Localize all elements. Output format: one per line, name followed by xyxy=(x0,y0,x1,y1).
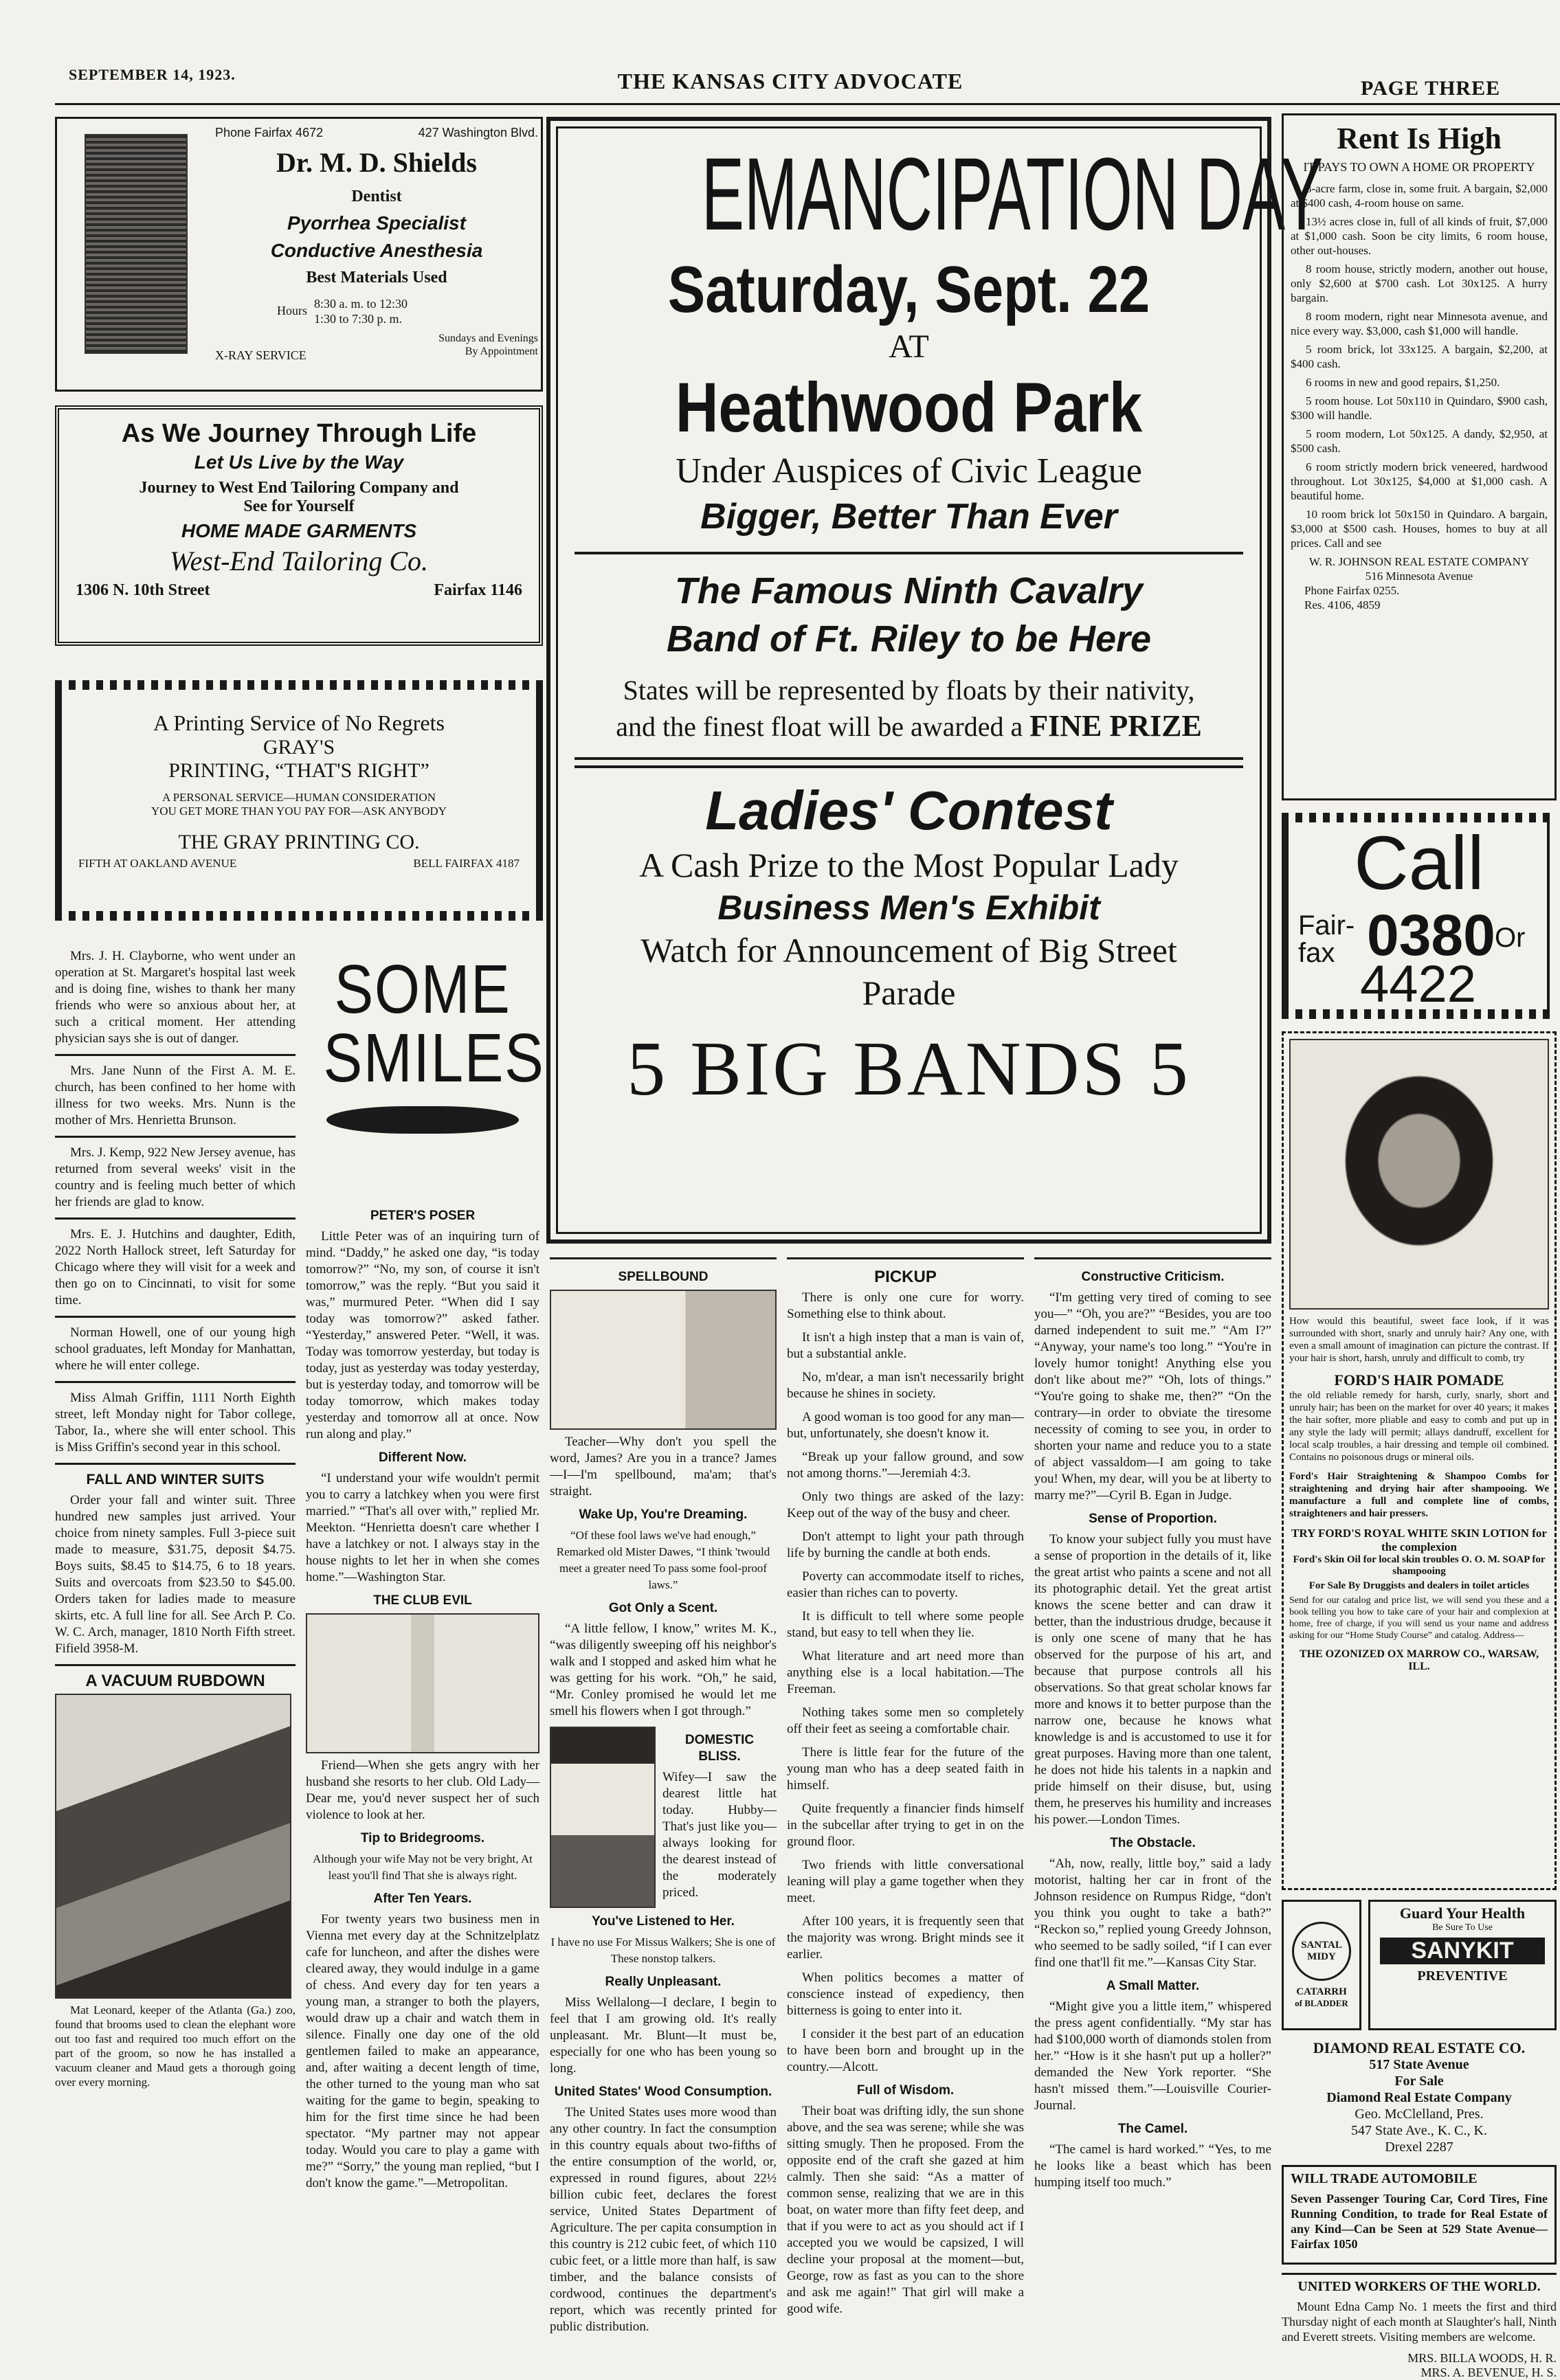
different-heading: Different Now. xyxy=(378,1450,467,1465)
tailor-line3: Journey to West End Tailoring Company and xyxy=(139,479,459,497)
printing-thats-right: PRINTING, “THAT'S RIGHT” xyxy=(168,759,430,782)
pickup-2: It isn't a high instep that a man is vain of, but a substantial ankle. xyxy=(787,1330,1024,1361)
phone-number-1: 0380 xyxy=(1367,903,1495,967)
diamond-3: Diamond Real Estate Company xyxy=(1326,2090,1512,2105)
bliss-text: Wifey—I saw the dearest little hat today. Hubby—That's just like you—always looking for the dearest instead of the moderately priced. xyxy=(662,1770,777,1900)
camel-text: “The camel is hard worked.” “Yes, to me he looks like a beast which has been humping itself too much.” xyxy=(1034,2142,1271,2190)
right-column xyxy=(1282,113,1557,2379)
some-smiles-column xyxy=(306,951,545,2357)
uw-heading: UNITED WORKERS OF THE WORLD. xyxy=(1297,2279,1541,2294)
rent-ad xyxy=(1282,113,1557,800)
diamond-6: Drexel 2287 xyxy=(1385,2140,1453,2155)
event-date: Saturday, Sept. 22 xyxy=(667,253,1150,326)
guard-health: Guard Your Health xyxy=(1399,1905,1526,1922)
news-kemp: Mrs. J. Kemp, 922 New Jersey avenue, has returned from several weeks' visit in the country and is feeling much better of which her friends are glad to know. xyxy=(55,1145,296,1209)
sense-text: To know your subject fully you must have a sense of proportion in the details of it, like the great artist who paints a scene and not all its photographic detail. Yet the great artist knows the scene better and can draw it better, than the industrious drudge, because it is only one scene of many that he has observed for the purpose of his art, and because that purpose controls all his observations. So that great scholar knows far more and knows it to better purpose than the narrow one, because he knows what knowledge is and is accustomed to use it for great purposes. Having more than one talent, he does not hide his talents in a napkin and pride himself on their disuse, but, using them, he preserves his humility and increases his power.—London Times. xyxy=(1034,1532,1271,1827)
listen-text: I have no use For Missus Walkers; She is one of These nonstop talkers. xyxy=(550,1935,776,1965)
rent-6: 6 rooms in new and good repairs, $1,250. xyxy=(1306,376,1500,389)
firm-res: Res. 4106, 4859 xyxy=(1304,598,1381,611)
hair-company: THE OZONIZED OX MARROW CO., WARSAW, ILL. xyxy=(1299,1648,1539,1672)
diamond-heading: DIAMOND REAL ESTATE CO. xyxy=(1313,2039,1526,2056)
dentist-spec2: Conductive Anesthesia xyxy=(270,240,483,261)
diamond-2: For Sale xyxy=(1394,2074,1444,2089)
tailor-garments: HOME MADE GARMENTS xyxy=(181,520,417,541)
santal-ad xyxy=(1282,1900,1361,2030)
firm-address: 516 Minnesota Avenue xyxy=(1365,570,1473,583)
states-line2: and the finest float will be awarded a xyxy=(616,711,1030,742)
skin-oil: Ford's Skin Oil for local skin troubles O. O. M. SOAP for shampooing xyxy=(1293,1554,1546,1577)
pickup-4: A good woman is too good for any man—but, unfortunately, she doesn't know it. xyxy=(787,1410,1024,1441)
obstacle-text: “Ah, now, really, little boy,” said a lady motorist, halting her car in front of the Johnson residence on Rumpus Ridge, “don't you think you ought to take a bath?” “Reckon so,” replied young Greedy Johnson, who seemed to be sadly soiled, “if I can ever find one that'll fit me.”—Kansas City Star. xyxy=(1034,1856,1271,1970)
sanykit-ad xyxy=(1368,1900,1557,2030)
wake-heading: Wake Up, You're Dreaming. xyxy=(579,1507,748,1522)
some-title: SOME xyxy=(334,951,511,1028)
firm-phone: Phone Fairfax 0255. xyxy=(1304,584,1400,597)
ten-years-heading: After Ten Years. xyxy=(373,1891,472,1906)
elephant-photo xyxy=(55,1694,291,1999)
rent-4: 8 room modern, right near Minnesota avenue, and nice every way. $3,000, cash $1,000 will handle. xyxy=(1291,310,1548,337)
wisdom-text: Their boat was drifting idly, the sun shone above, and the sea was serene; while she was sitting smugly. Then he proposed. From the opposite end of the craft she gazed at him calmly. Then she said: “As a matter of common sense, realizing that we are in this boat, on water more than fifty feet deep, and that if you were to act as you should act if I accepted you we would be capsized, I will decline your proposal at the moment—but, George, row as fast as you can to the shore and ask me again!” That girl will make a good wife. xyxy=(787,2104,1024,2316)
printing-headline: A Printing Service of No Regrets xyxy=(153,710,445,735)
wood-text: The United States uses more wood than any other country. In fact the consumption in this country equals about two-fifths of the entire consumption of the world, or, expressed in round figures, about 22½ billion cubic feet, declares the forest service, United States Department of Agriculture. The per capita consumption in this country is 212 cubic feet, of which 110 cubic feet, or a little more than half, is saw timber, and the balance consists of cordwood, continues the department's report, which was recently printed for public distribution. xyxy=(550,2105,777,2334)
fine-prize: FINE PRIZE xyxy=(1029,709,1202,743)
fax-label: fax xyxy=(1298,938,1335,968)
dentist-ad xyxy=(55,117,543,392)
hours-label: Hours xyxy=(277,304,307,317)
xray-service: X-RAY SERVICE xyxy=(215,348,307,362)
vacuum-heading: A VACUUM RUBDOWN xyxy=(85,1672,265,1690)
different-text: “I understand your wife wouldn't permit you to carry a latchkey when you were first married.” “That's all over with,” replied Mr. Meekton. “Henrietta doesn't care whether I have a latchkey or not. I always stay in the house nights to let her in when she comes home.”—Washington Star. xyxy=(306,1471,539,1584)
pickup-10: What literature and art need more than anything else is a local habitation.—The Freeman. xyxy=(787,1649,1024,1696)
header-rule xyxy=(55,103,1560,105)
pickup-column xyxy=(787,1257,1024,2357)
poser-text: Little Peter was of an inquiring turn of mind. “Daddy,” he asked one day, “is today tomorrow?” “No, my son, of course it isn't tomorrow,” was the reply. “But you said it was,” murmured Peter. “When did I say today was tomorrow?” asked father. “Yesterday,” answered Peter. “Well, it was. Today was tomorrow yesterday, but today is today, just as yesterday was today yesterday, but is yesterday today, and tomorrow will be today tomorrow, which makes today yesterday and tomorrow all at once. Now run along and play.” xyxy=(306,1229,539,1441)
criticism-text: “I'm getting very tired of coming to see you—” “Oh, you are?” “Besides, you are too darned independent to suit me.” “Am I?” “Anyway, your name's too long.” “You're in lovely humor tonight! Anything else you don't like about me?” “Oh, lots of things.” “You're going to shake me, then?” “On the contrary—in order to obviate the tiresome necessity of coming to see you, in order to shorten your name and reduce you to a state of abject vassaldom—I am going to take you! When, my dear, will you be at liberty to marry me?”—Cyril B. Egan in Judge. xyxy=(1034,1290,1271,1503)
fair-label: Fair- xyxy=(1298,910,1355,941)
cash-prize: A Cash Prize to the Most Popular Lady xyxy=(639,846,1179,884)
club-cartoon xyxy=(306,1613,539,1753)
club-text: Friend—When she gets angry with her husband she resorts to her club. Old Lady—Dear me, you'd never suspect her of such violence to look at her. xyxy=(306,1758,539,1822)
rent-1: 3-acre farm, close in, some fruit. A bargain, $2,000 at $400 cash, 4-room house on same. xyxy=(1291,182,1548,210)
hours-2: 1:30 to 7:30 p. m. xyxy=(314,312,403,326)
tailor-company: West-End Tailoring Co. xyxy=(170,546,428,576)
for-sale-by: For Sale By Druggists and dealers in toilet articles xyxy=(1308,1580,1530,1591)
diamond-1: 517 State Avenue xyxy=(1369,2057,1469,2072)
health-ads xyxy=(1282,1900,1557,2030)
tailor-slogan: Let Us Live by the Way xyxy=(194,451,404,473)
pickup-12: There is little fear for the future of the young man who has a deep seated faith in himself. xyxy=(787,1745,1024,1793)
pickup-heading: PICKUP xyxy=(874,1268,937,1286)
vacuum-text: Mat Leonard, keeper of the Atlanta (Ga.) zoo, found that brooms used to clean the elephant wore out too fast and required too much effort on the part of the groom, so now he has installed a vacuum cleaner and Maud gets a thorough going over every morning. xyxy=(55,2003,296,2089)
pickup-3: No, m'dear, a man isn't necessarily bright because he shines in society. xyxy=(787,1370,1024,1401)
news-clayborne: Mrs. J. H. Clayborne, who went under an operation at St. Margaret's hospital last week and is doing fine, wishes to thank her many friends who were so anxious about her, at such a critical moment. Her attending physician says she is out of danger. xyxy=(55,949,296,1046)
or-label: Or xyxy=(1495,923,1526,953)
tailor-phone: Fairfax 1146 xyxy=(434,581,522,599)
pickup-11: Nothing takes some men so completely off their feet as seeing a comfortable chair. xyxy=(787,1705,1024,1736)
firm-name: W. R. JOHNSON REAL ESTATE COMPANY xyxy=(1308,555,1530,568)
hair-product-name: FORD'S HAIR POMADE xyxy=(1334,1371,1504,1389)
news-griffin: Miss Almah Griffin, 1111 North Eighth street, left Monday night for Tabor college, Tabor, Ia., where she will enter school. This is Miss Griffin's second year in this school. xyxy=(55,1391,296,1455)
event-at: AT xyxy=(889,328,929,365)
tailor-headline: As We Journey Through Life xyxy=(121,419,477,448)
rent-7: 5 room house. Lot 50x110 in Quindaro, $900 cash, $300 will handle. xyxy=(1291,394,1548,422)
news-howell: Norman Howell, one of our young high school graduates, left Monday for Manhattan, where he will enter college. xyxy=(55,1325,296,1373)
uw-text: Mount Edna Camp No. 1 meets the first and third Thursday night of each month at Slaughter's hall, Ninth and Everett streets. Visiting members are welcome. xyxy=(1282,2300,1557,2344)
big-bands: 5 BIG BANDS 5 xyxy=(627,1026,1191,1112)
news-nunn: Mrs. Jane Nunn of the First A. M. E. church, has been confined to her home with illness for two weeks. Mrs. Nunn is the mother of Mrs. Henrietta Brunson. xyxy=(55,1064,296,1127)
hair-combs: Ford's Hair Straightening & Shampoo Combs for straightening and drying hair after shampooing. We manufacture a full and complete line of combs, straighteners and hair pressers. xyxy=(1289,1471,1549,1519)
sense-heading: Sense of Proportion. xyxy=(1089,1512,1217,1526)
printing-line4: A PERSONAL SERVICE—HUMAN CONSIDERATION xyxy=(161,791,436,804)
obstacle-heading: The Obstacle. xyxy=(1110,1836,1196,1850)
pickup-15: After 100 years, it is frequently seen that the majority was wrong. Bright minds see it earlier. xyxy=(787,1914,1024,1962)
issue-date: SEPTEMBER 14, 1923. xyxy=(69,66,236,83)
tailor-address: 1306 N. 10th Street xyxy=(76,581,210,599)
event-bigger: Bigger, Better Than Ever xyxy=(700,497,1117,537)
sundays: Sundays and Evenings xyxy=(438,333,538,344)
listen-heading: You've Listened to Her. xyxy=(592,1914,735,1929)
cavalry-line2: Band of Ft. Riley to be Here xyxy=(666,618,1152,660)
dentist-phone: Phone Fairfax 4672 xyxy=(215,126,324,139)
pickup-13: Quite frequently a financier finds himself in the subcellar after trying to get in on the ground floor. xyxy=(787,1801,1024,1849)
pickup-6: Only two things are asked of the lazy: Keep out of the way of the busy and cheer. xyxy=(787,1490,1024,1520)
woman-portrait xyxy=(1289,1039,1549,1310)
rent-10: 10 room brick lot 50x150 in Quindaro. A bargain, $3,000 at $500 cash. Houses, homes to buy at all prices. Call and see xyxy=(1291,508,1548,550)
diamond-5: 547 State Ave., K. C., K. xyxy=(1351,2123,1487,2138)
printing-phone: BELL FAIRFAX 4187 xyxy=(413,857,520,870)
mid-right-column xyxy=(1034,1257,1271,2357)
poser-heading: PETER'S POSER xyxy=(370,1209,476,1223)
small-matter-heading: A Small Matter. xyxy=(1106,1979,1200,1993)
call-ad xyxy=(1282,813,1557,1019)
scent-heading: Got Only a Scent. xyxy=(608,1601,718,1615)
printing-grays: GRAY'S xyxy=(263,736,335,759)
news-hutchins: Mrs. E. J. Hutchins and daughter, Edith, 2022 North Hallock street, left Saturday for Chicago where they will visit for a week and then go on to Cincinnati, to visit for some time. xyxy=(55,1227,296,1307)
rent-9: 6 room strictly modern brick veneered, hardwood throughout. Lot 30x125, $4,000 at $1,000 cash. A beautiful home. xyxy=(1291,460,1548,502)
rent-heading: Rent Is High xyxy=(1337,122,1502,155)
hair-pomade-ad xyxy=(1282,1031,1557,1890)
cavalry-line1: The Famous Ninth Cavalry xyxy=(674,570,1144,611)
business-exhibit: Business Men's Exhibit xyxy=(717,888,1100,927)
watch-line1: Watch for Announcement of Big Street xyxy=(640,931,1177,969)
bliss-heading: DOMESTIC BLISS. xyxy=(684,1733,755,1764)
emancipation-title: EMANCIPATION DAY xyxy=(701,136,1324,251)
catarrh: CATARRH xyxy=(1296,1986,1347,1997)
pickup-16: When politics becomes a matter of conscience instead of expediency, then bitterness is going to enter into it. xyxy=(787,1971,1024,2018)
hair-body: the old reliable remedy for harsh, curly, snarly, short and unruly hair; has been on the market for over 40 years; it makes the hair softer, more pliable and easy to comb and put up in any style the lady will permit; allays dandruff, excellent for local scalp troubles, a hair dressing and temple oil combined. Contains no poisonous drugs or mineral oils. xyxy=(1289,1390,1549,1463)
tip-heading: Tip to Bridegrooms. xyxy=(360,1831,485,1845)
pickup-9: It is difficult to tell where some people stand, but easy to tell when they lie. xyxy=(787,1609,1024,1640)
event-place: Heathwood Park xyxy=(675,368,1143,447)
preventive: PREVENTIVE xyxy=(1417,1968,1508,1984)
pickup-17: I consider it the best part of an education to have been born and brought up in the country.—Alcott. xyxy=(787,2027,1024,2074)
portrait-photo xyxy=(85,134,188,354)
uw-officer-2: MRS. A. BEVENUE, H. S. xyxy=(1420,2366,1557,2379)
pickup-14: Two friends with little conversational leaning will play a game together when they meet. xyxy=(787,1858,1024,1905)
diamond-4: Geo. McClelland, Pres. xyxy=(1355,2107,1484,2122)
be-sure: Be Sure To Use xyxy=(1432,1922,1493,1933)
club-heading: THE CLUB EVIL xyxy=(373,1593,472,1608)
watch-line2: Parade xyxy=(862,974,956,1012)
page-number: PAGE THREE xyxy=(1361,77,1501,100)
sanykit-logo: SANYKIT xyxy=(1380,1938,1545,1964)
ten-years-text: For twenty years two business men in Vienna met every day at the Schnitzelplatz cafe for luncheon, and after the dishes were cleared away, they would indulge in a game of chess. And every day for ten years a young man, a stranger to both the players, would draw up a chair and watch them in silence. Finally one day one of the old gentlemen failed to make an appearance, and, after waiting a decent length of time, the other turned to the young man who sat waiting for the game to begin, speaking to him for the first time since he had been spectator. “My partner may not appear today. Would you care to play a game with me?” “Sorry,” the young man replied, “but I don't know the game.”—Metropolitan. xyxy=(306,1912,539,2190)
fall-suits-heading: FALL AND WINTER SUITS xyxy=(86,1472,265,1488)
mid-left-column xyxy=(550,1257,777,2357)
call-word: Call xyxy=(1354,821,1484,906)
pickup-8: Poverty can accommodate itself to riches, easier than riches can to poverty. xyxy=(787,1569,1024,1600)
spellbound-text: Teacher—Why don't you spell the word, James? Are you in a trance? James—I—I'm spellbound, ma'am; that's straight. xyxy=(550,1435,777,1498)
pickup-5: “Break up your fallow ground, and sow not among thorns.”—Jeremiah 4:3. xyxy=(787,1450,1024,1481)
newspaper-name: THE KANSAS CITY ADVOCATE xyxy=(617,69,963,93)
rent-2: 13½ acres close in, full of all kinds of fruit, $7,000 at $1,000 cash. Soon be city limits, 6 room house, other out-houses. xyxy=(1291,215,1548,257)
dentist-title: Dentist xyxy=(351,188,402,205)
santal-logo: SANTAL MIDY xyxy=(1292,1922,1351,1981)
fall-suits-text: Order your fall and winter suit. Three hundred new samples just arrived. Your choice from ninety samples. Full 3-piece suit made to measure, $31.75, deposit $4.75. Boys suits, $8.45 to $14.75, 6 to 18 years. Suits and overcoats from $23.50 to $45.00. Orders taken for ladies made to measure skirts, etc. A full line for all. See Arch P. Co. W. C. Arch, manager, 1810 North Fifth street. Fifield 3958-M. xyxy=(55,1493,296,1656)
pickup-1: There is only one cure for worry. Something else to think about. xyxy=(787,1290,1024,1321)
uw-officer-1: MRS. BILLA WOODS, H. R. xyxy=(1407,2351,1557,2365)
states-line1: States will be represented by floats by their nativity, xyxy=(623,675,1195,706)
printing-line5: YOU GET MORE THAN YOU PAY FOR—ASK ANYBODY xyxy=(151,805,447,818)
automobile-ad xyxy=(1282,2165,1557,2265)
spellbound-cartoon xyxy=(550,1290,777,1430)
rent-subheading: IT PAYS TO OWN A HOME OR PROPERTY xyxy=(1303,160,1535,174)
dog-illustration xyxy=(326,1106,519,1134)
hair-intro: How would this beautiful, sweet face look, if it was surrounded with short, snarly and unruly hair? Any one, with even a small amount of imagination can picture the contrast. If your hair is short, harsh, unruly and difficult to comb, try xyxy=(1289,1316,1549,1364)
rent-8: 5 room modern, Lot 50x125. A dandy, $2,950, at $500 cash. xyxy=(1291,427,1548,455)
rent-3: 8 room house, strictly modern, another out house, only $2,600 at $700 cash. Lot 30x125. A hurry bargain. xyxy=(1291,262,1548,304)
tailor-ad xyxy=(55,405,543,646)
spellbound-heading: SPELLBOUND xyxy=(618,1270,709,1284)
wake-text: “Of these fool laws we've had enough,” Remarked old Mister Dawes, “I think 'twould meet a greater need To pass some fool-proof laws.” xyxy=(556,1529,770,1591)
appointment: By Appointment xyxy=(465,346,538,357)
phone-number-2: 4422 xyxy=(1360,955,1477,1013)
auto-text: Seven Passenger Touring Car, Cord Tires, Fine Running Condition, to trade for Real Estate of any Kind—Can be Seen at 529 State Avenue—Fairfax 1050 xyxy=(1291,2192,1548,2251)
dentist-name: Dr. M. D. Shields xyxy=(276,147,477,178)
printing-ad xyxy=(55,680,543,921)
printing-address: FIFTH AT OAKLAND AVENUE xyxy=(78,857,237,870)
hair-send: Send for our catalog and price list, we will send you these and a book telling you how to take care of your hair and complexion at home, free of charge, if you will send us your name and address asking for our “Home Study Course” and catalog. Address— xyxy=(1289,1595,1549,1641)
ladies-contest: Ladies' Contest xyxy=(705,780,1113,841)
small-matter-text: “Might give you a little item,” whispered the press agent confidentially. “My star has had $100,000 worth of diamonds stolen from her.” “How is it she hasn't put up a holler?” demanded the New York reporter. “She hasn't missed them.”—Louisville Courier-Journal. xyxy=(1034,1999,1271,2113)
wood-heading: United States' Wood Consumption. xyxy=(554,2085,772,2099)
printing-company: THE GRAY PRINTING CO. xyxy=(178,831,420,853)
camel-heading: The Camel. xyxy=(1117,2122,1188,2136)
event-auspices: Under Auspices of Civic League xyxy=(676,451,1142,491)
auto-heading: WILL TRADE AUTOMOBILE xyxy=(1291,2171,1478,2186)
smiles-title: SMILES xyxy=(323,1020,545,1097)
united-workers xyxy=(1282,2273,1557,2380)
criticism-heading: Constructive Criticism. xyxy=(1081,1270,1225,1284)
bliss-cartoon xyxy=(550,1727,656,1908)
unpleasant-text: Miss Wellalong—I declare, I begin to feel that I am growing old. It's really unpleasant. Mr. Blunt—It must be, especially for one who has been young so long. xyxy=(550,1995,777,2076)
local-news-column xyxy=(55,948,296,2357)
wisdom-heading: Full of Wisdom. xyxy=(856,2083,955,2098)
dentist-spec1: Pyorrhea Specialist xyxy=(287,212,466,234)
scent-text: “A little fellow, I know,” writes M. K., “was diligently sweeping off his neighbor's walk and I stopped and asked him what he was getting for his work. “Oh,” he said, “Mr. Conley promised he would let me smell his flowers when I got through.” xyxy=(550,1621,777,1718)
pickup-7: Don't attempt to light your path through life by burning the candle at both ends. xyxy=(787,1529,1024,1560)
tip-text: Although your wife May not be very bright, At least you'll find That she is always right. xyxy=(313,1852,533,1882)
unpleasant-heading: Really Unpleasant. xyxy=(605,1975,722,1989)
hours-1: 8:30 a. m. to 12:30 xyxy=(314,297,408,311)
rent-5: 5 room brick, lot 33x125. A bargain, $2,200, at $400 cash. xyxy=(1291,343,1548,370)
diamond-ad xyxy=(1282,2040,1557,2155)
dentist-materials: Best Materials Used xyxy=(306,269,447,287)
skin-lotion: TRY FORD'S ROYAL WHITE SKIN LOTION for the complexion xyxy=(1291,1527,1547,1553)
dentist-address: 427 Washington Blvd. xyxy=(418,126,538,139)
tailor-line4: See for Yourself xyxy=(243,497,355,515)
bladder: of BLADDER xyxy=(1295,1997,1348,2008)
